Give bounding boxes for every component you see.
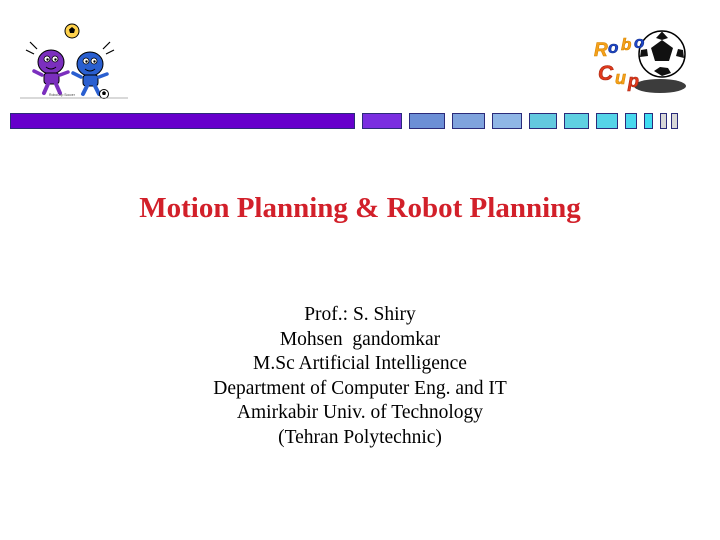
author-block bbox=[0, 303, 720, 450]
robocup-soccer-robots-cartoon-logo bbox=[14, 22, 134, 102]
svg-text:o: o bbox=[608, 38, 619, 57]
author-line: Department of Computer Eng. and IT bbox=[213, 377, 507, 399]
author-line: Prof.: S. Shiry bbox=[304, 304, 416, 325]
author-line: M.Sc Artificial Intelligence bbox=[253, 353, 467, 374]
author-line: Amirkabir Univ. of Technology bbox=[236, 402, 484, 423]
page-title: Motion Planning & Robot Planning bbox=[139, 192, 581, 224]
svg-text:R: R bbox=[594, 40, 608, 61]
svg-text:p: p bbox=[628, 71, 639, 91]
bar-segment bbox=[644, 113, 653, 129]
svg-text:u: u bbox=[615, 68, 626, 88]
author-line: (Tehran Polytechnic) bbox=[278, 426, 442, 448]
bar-segment bbox=[10, 113, 355, 129]
bar-segment bbox=[529, 113, 557, 129]
bar-segment bbox=[362, 113, 402, 129]
bar-segment bbox=[625, 113, 637, 129]
bar-segment bbox=[660, 113, 667, 129]
svg-text:o: o bbox=[634, 33, 645, 52]
bar-segment bbox=[452, 113, 485, 129]
author-line: Mohsen gandomkar bbox=[279, 328, 441, 350]
bar-segment bbox=[671, 113, 678, 129]
svg-text:C: C bbox=[598, 62, 614, 85]
bar-segment bbox=[564, 113, 589, 129]
svg-text:b: b bbox=[621, 35, 632, 54]
decorative-bar-band bbox=[10, 113, 710, 131]
bar-segment bbox=[409, 113, 445, 129]
svg-text:RoboCup Soccer: RoboCup Soccer bbox=[49, 93, 75, 97]
robocup-ball-logo bbox=[588, 26, 698, 102]
bar-segment bbox=[492, 113, 522, 129]
bar-segment bbox=[596, 113, 618, 129]
